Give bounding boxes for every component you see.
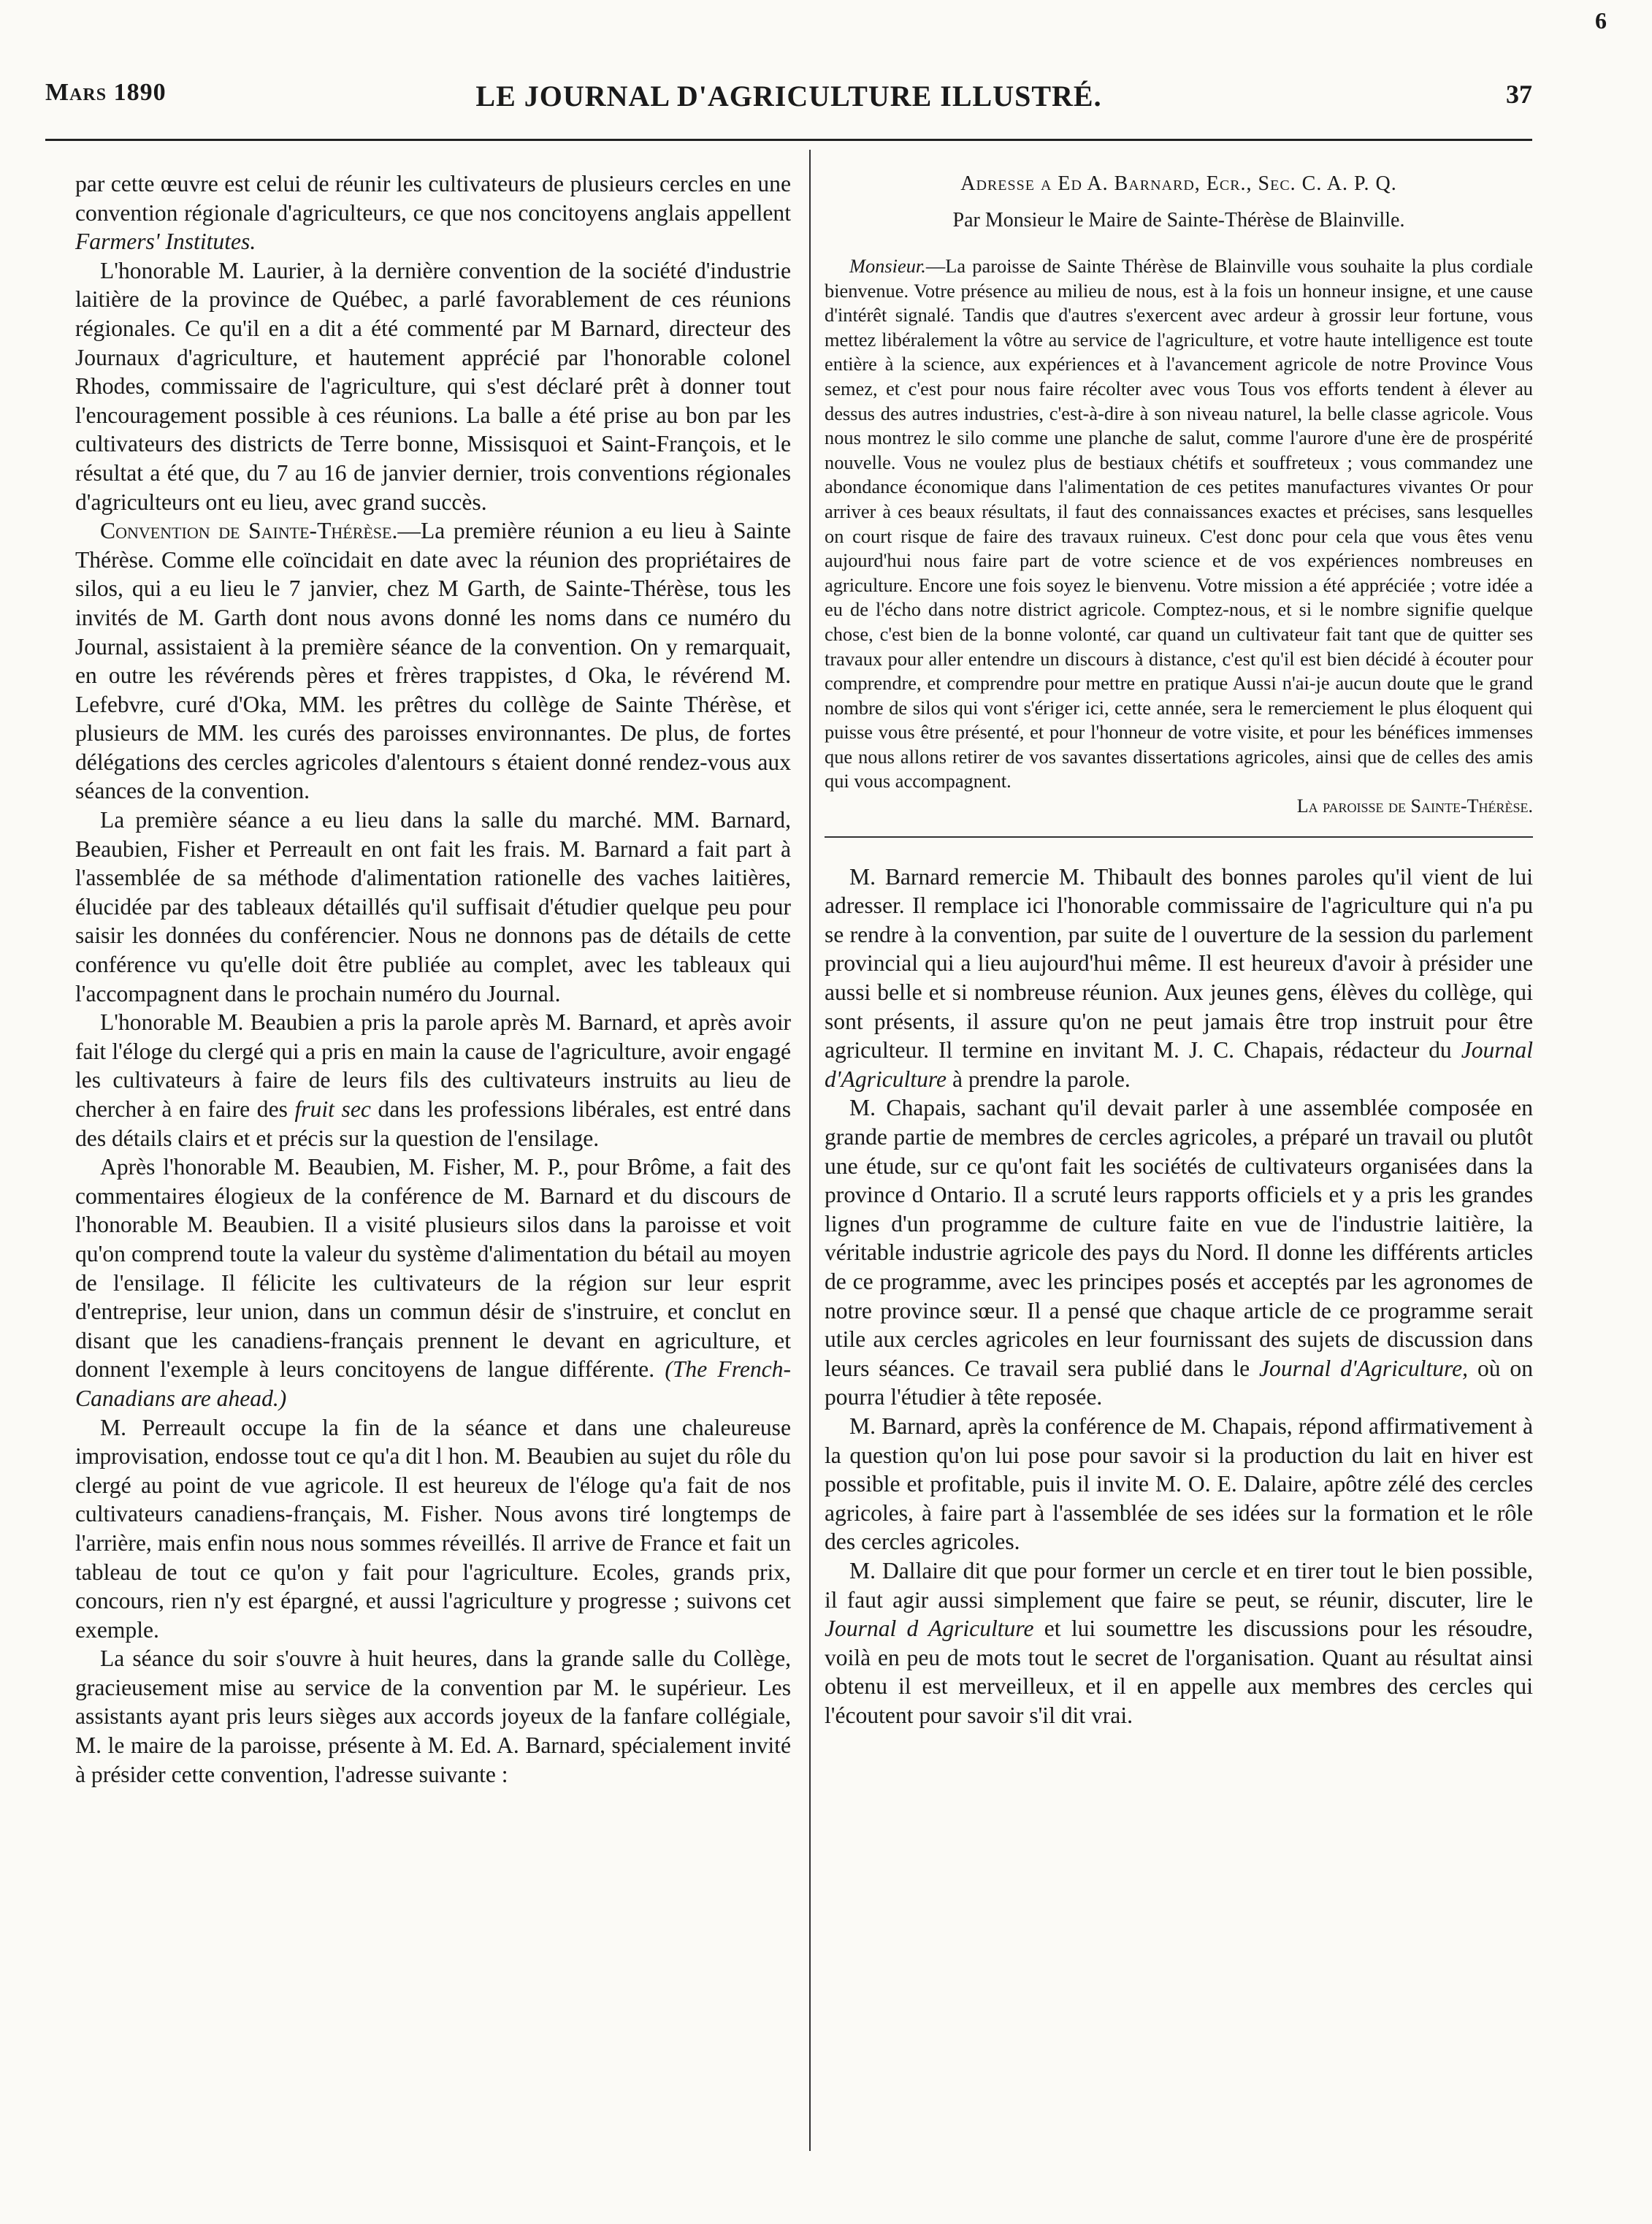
paragraph: L'honorable M. Laurier, à la dernière convention de la société d'industrie laitière de la province de Québec, a parlé favorablement de ces réunions régionales. Ce qu'il en a dit a été commenté par M Barnard, directeur des Journaux d'agriculture, et hautement apprécié par l'honorable colonel Rhodes, commissaire de l'agriculture, qui s'est déclaré prêt à donner tout l'encouragement possible à ces réunions. La balle a été prise au bon par les cultivateurs des districts de Terre bonne, Missisquoi et Saint-François, et le résultat a été que, du 7 au 16 de janvier dernier, trois conventions régionales d'agriculteurs ont eu lieu, avec grand succès. bbox=[75, 257, 791, 515]
address-subheading: Par Monsieur le Maire de Sainte-Thérèse de Blainville. bbox=[952, 209, 1405, 232]
page-number: 37 bbox=[1506, 80, 1532, 109]
paragraph: Convention de Sainte-Thérèse.—La première réunion a eu lieu à Sainte Thérèse. Comme elle coïncidait en date avec la réunion des propriétaires de silos, qui a eu lieu le 7 janvier, chez M Garth, de Sainte-Thérèse, tous les invités de M. Garth dont nous avons donné les noms dans ce numéro du Journal, assistaient à la première séance de la convention. On y remarquait, en outre les révérends pères et frères trappistes, d Oka, le révérend M. Lefebvre, curé d'Oka, MM. les prêtres du collège de Sainte Thérèse, et plusieurs de MM. les curés des paroisses environnantes. De plus, de fortes délégations des cercles agricoles d'alentours s étaient donné rendez-vous aux séances de la convention. bbox=[75, 518, 791, 804]
paragraph: M. Dallaire dit que pour former un cercle et en tirer tout le bien possible, il faut agir aussi simplement que faire se peut, se réunir, discuter, lire le Journal d Agriculture et lui soumettre les discussions pour les résoudre, voilà en peu de mots tout le secret de l'organisation. Quant au résultat ainsi obtenu il est merveilleux, et il en appelle aux membres des cercles qui l'écoutent pour savoir s'il dit vrai. bbox=[825, 1557, 1534, 1728]
right-column bbox=[825, 169, 1533, 1730]
issue-date: Mars 1890 bbox=[45, 79, 167, 106]
paragraph: M. Chapais, sachant qu'il devait parler à une assemblée composée en grande partie de membres de cercles agricoles, a préparé un travail ou plutôt une étude, sur ce qu'ont fait les sociétés de cultivateurs organisées dans la province d Ontario. Il a scruté leurs rapports officiels et y a pris les grandes lignes d'un programme de culture faite en vue de l'industrie laitière, la véritable industrie agricole des pays du Nord. Il donne les différents articles de ce programme, avec les principes posés et acceptés par les agronomes de notre province sœur. Il a pensé que chaque article de ce programme serait utile aux cercles agricoles en leur fournissant des sujets de discussion dans leurs séances. Ce travail sera publié dans le Journal d'Agriculture, où on pourra l'étudier à tête reposée. bbox=[825, 1095, 1533, 1410]
header-rule bbox=[45, 139, 1532, 141]
paragraph: La séance du soir s'ouvre à huit heures, dans la grande salle du Collège, gracieusement mise au service de la convention par M. le supérieur. Les assistants ayant pris leurs sièges aux accords joyeux de la fanfare collégiale, M. le maire de la paroisse, présente à M. Ed. A. Barnard, spécialement invité à présider cette convention, l'adresse suivante : bbox=[75, 1646, 791, 1787]
paragraph: M. Perreault occupe la fin de la séance et dans une chaleureuse improvisation, endosse tout ce qu'a dit l hon. M. Beaubien au sujet du rôle du clergé au point de vue agricole. Il est heureux de l'éloge qu'a fait de nos cultivateurs canadiens-français, M. Fisher. Nous avons tiré longtemps de l'arrière, mais enfin nous nous sommes réveillés. Il arrive de France et fait un tableau de tout ce qu'on y fait pour l'agriculture. Ecoles, grands prix, concours, rien n'y est épargné, et aussi l'agriculture y progresse ; suivons cet exemple. bbox=[75, 1414, 791, 1643]
paragraph: La première séance a eu lieu dans la salle du marché. MM. Barnard, Beaubien, Fisher et Perreault en ont fait les frais. M. Barnard a fait part à l'assemblée de sa méthode d'alimentation rationelle des vaches laitières, élucidée par des tableaux détaillés qu'il suffisait d'étudier quelque peu pour saisir les données du conférencier. Nous ne donnons pas de détails de cette conférence vu qu'elle doit être publiée au complet, avec les tableaux qui l'accompagnent dans le prochain numéro du Journal. bbox=[75, 807, 791, 1006]
address-signature: La paroisse de Sainte-Thérèse. bbox=[1296, 795, 1533, 817]
paragraph: M. Barnard, après la conférence de M. Chapais, répond affirmativement à la question qu'on lui pose pour savoir si la production du lait en hiver est possible et profitable, puis il invite M. O. E. Dalaire, apôtre zélé des cercles agricoles, à faire part à l'assemblée de ses idées sur la formation et le rôle des cercles agricoles. bbox=[825, 1413, 1533, 1555]
address-body: Monsieur.—La paroisse de Sainte Thérèse de Blainville vous souhaite la plus cordiale bienvenue. Votre présence au milieu de nous, est à la fois un honneur insigne, et une cause d'intérêt signalé. Tandis que d'autres s'exercent avec ardeur à grossir leur fortune, vous mettez libéralement la vôtre au service de l'agriculture, et votre haute intelligence est toute entière à la science, aux expériences et à l'avancement agricole de notre Province Vous semez, et c'est pour nous faire récolter avec vous Tous vos efforts tendent à élever au dessus des autres industries, c'est-à-dire à son niveau naturel, la belle classe agricole. Vous nous montrez le silo comme une planche de salut, comme l'aurore d'une ère de prospérité nouvelle. Vous ne voulez plus de bestiaux chétifs et souffreteux ; vous commandez une abondance économique dans l'alimentation de ces petites manufactures vivantes Or pour arriver à ces beaux résultats, il faut des connaissances exactes et précises, sans lesquelles on court risque de faire des travaux ruineux. C'est donc pour cela que vous êtes venu aujourd'hui nous faire part de votre science et de vos expériences nombreuses en agriculture. Encore une fois soyez le bienvenu. Votre mission a été appréciée ; votre idée a eu de l'écho dans notre district agricole. Comptez-nous, et si le nombre signifie quelque chose, c'est bien de la bonne volonté, car quand un cultivateur fait tant que de quitter ses travaux pour aller entendre un discours à distance, c'est qu'il est bien décidé à écouter pour comprendre, et comprendre pour mettre en pratique Aussi n'ai-je aucun doute que le grand nombre de silos qui vont s'ériger ici, cette année, sera le remerciement le plus éloquent qui puisse vous être présenté, et pour l'honneur de votre visite, et pour les bénéfices immenses que nous allons retirer de vos savantes dissertations agricoles, ainsi que de celles des amis qui vous accompagnent. La paroisse de Sainte-Thérèse. bbox=[825, 254, 1533, 819]
section-heading: Convention de Sainte-Thérèse. bbox=[100, 518, 398, 544]
section-rule bbox=[825, 836, 1533, 838]
corner-mark: 6 bbox=[1595, 7, 1607, 34]
paragraph: par cette œuvre est celui de réunir les cultivateurs de plusieurs cercles en une convention régionale d'agriculteurs, ce que nos concitoyens anglais appellent Farmers' Institutes. bbox=[75, 171, 791, 255]
paragraph: L'honorable M. Beaubien a pris la parole après M. Barnard, et après avoir fait l'éloge du clergé qui a pris en main la cause de l'agriculture, avoir engagé les cultivateurs à faire de leurs fils des cultivateurs instruits au lieu de chercher à en faire des fruit sec dans les professions libérales, est entré dans des détails clairs et et précis sur la question de l'ensilage. bbox=[75, 1009, 791, 1151]
journal-title: LE JOURNAL D'AGRICULTURE ILLUSTRÉ. bbox=[475, 80, 1102, 112]
page-header bbox=[45, 79, 1532, 115]
address-heading: Adresse a Ed A. Barnard, Ecr., Sec. C. A. P. Q. bbox=[960, 172, 1397, 195]
paragraph: M. Barnard remercie M. Thibault des bonnes paroles qu'il vient de lui adresser. Il remplace ici l'honorable commissaire de l'agriculture qui n'a pu se rendre à la convention, par suite de l ouverture de la session du parlement provincial qui a lieu aujourd'hui même. Il est heureux d'avoir à présider une aussi belle et si nombreuse réunion. Aux jeunes gens, élèves du collège, qui sont présents, il assure qu'on ne peut jamais être trop instruit pour être agriculteur. Il termine en invitant M. J. C. Chapais, rédacteur du Journal d'Agriculture à prendre la parole. bbox=[825, 863, 1533, 1092]
address-salutation: Monsieur. bbox=[849, 255, 926, 277]
column-divider bbox=[809, 150, 811, 2151]
paragraph: Après l'honorable M. Beaubien, M. Fisher, M. P., pour Brôme, a fait des commentaires élogieux de la conférence de M. Barnard et du discours de l'honorable M. Beaubien. Il a visité plusieurs silos dans la paroisse et voit qu'on comprend toute la valeur du système d'alimentation du bétail au moyen de l'ensilage. Il félicite les cultivateurs de la région sur leur esprit d'entreprise, leur union, dans un commun désir de s'instruire, et conclut en disant que les canadiens-français prennent le devant en agriculture, et donnent l'exemple à leurs concitoyens de langue différente. (The French-Canadians are ahead.) bbox=[75, 1154, 791, 1411]
left-column bbox=[75, 169, 791, 1789]
